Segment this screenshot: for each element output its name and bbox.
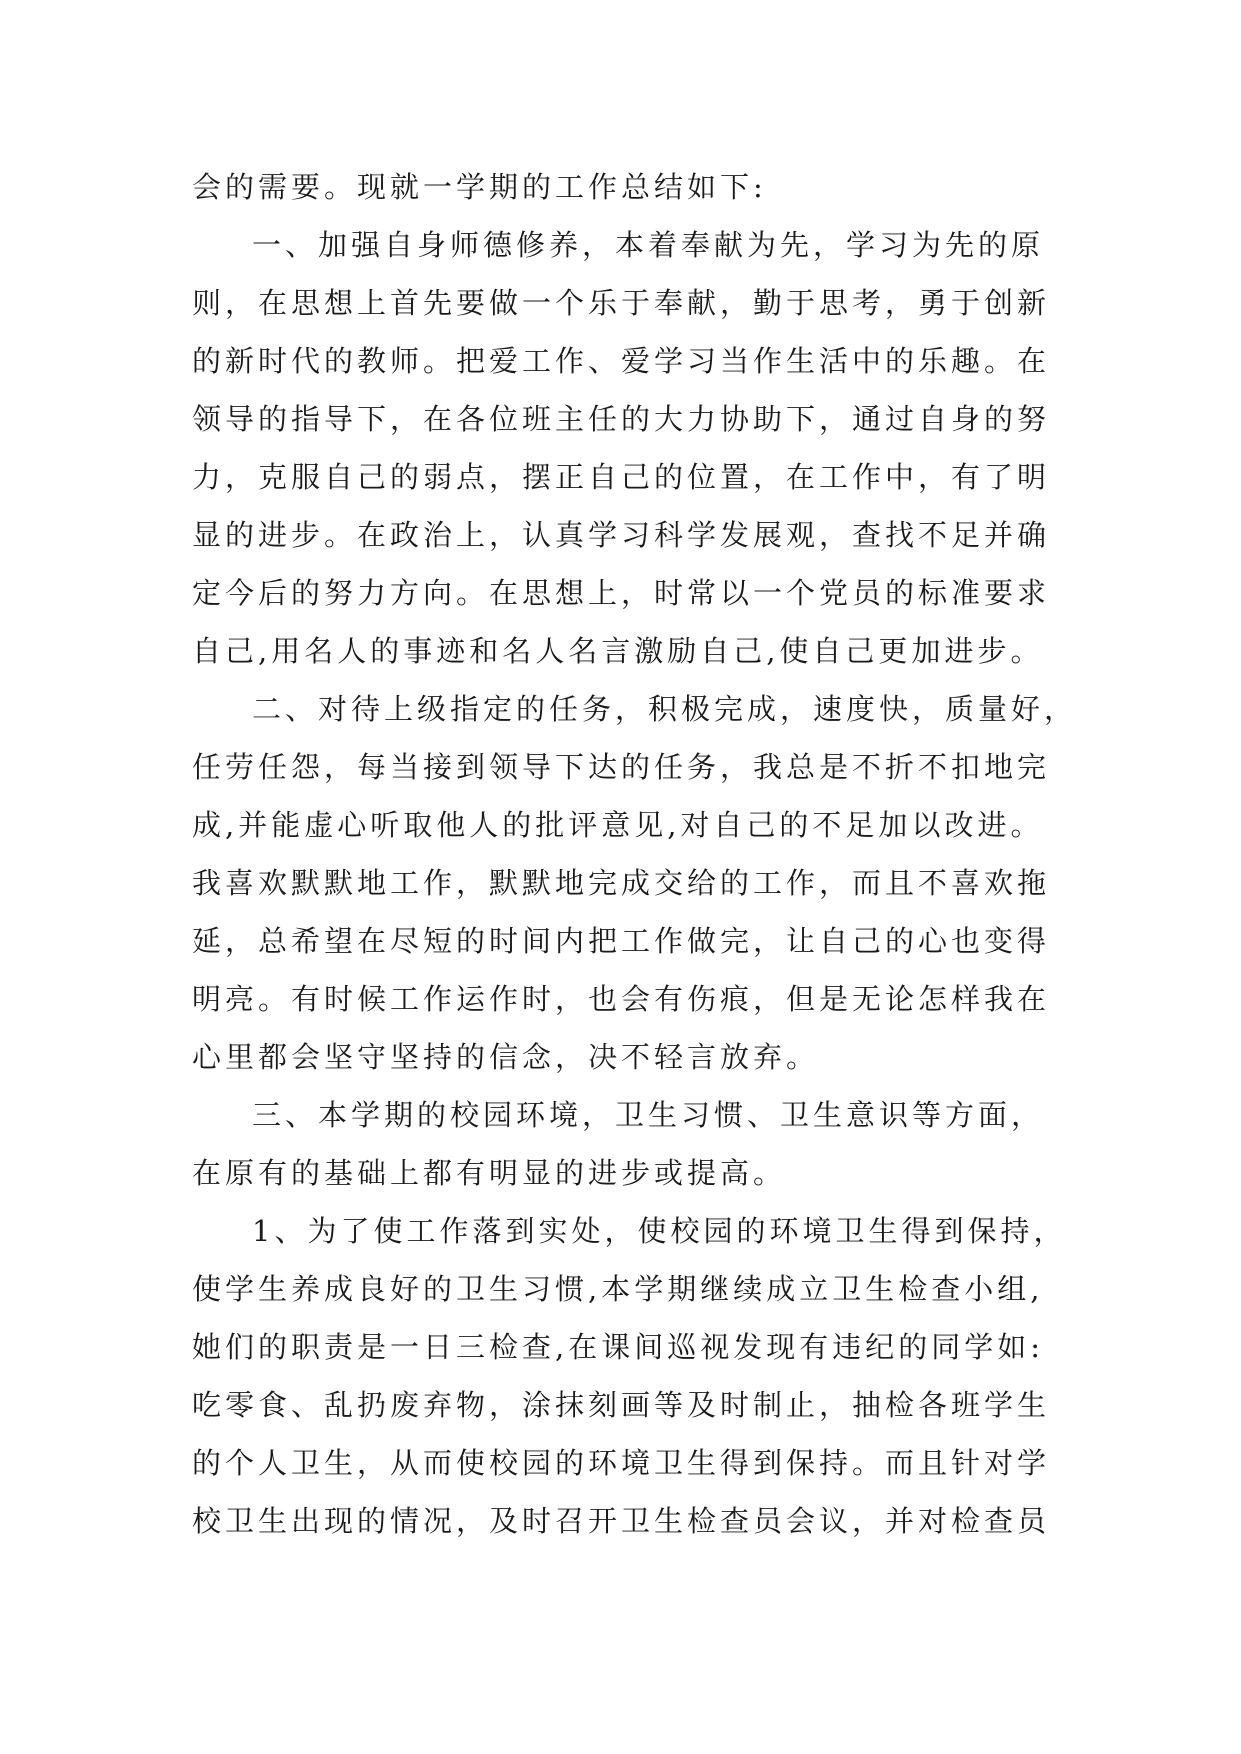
text-line: 的个人卫生，从而使校园的环境卫生得到保持。而且针对学 [192,1446,1051,1480]
text-line: 校卫生出现的情况，及时召开卫生检查员会议，并对检查员 [192,1504,1051,1538]
paragraph-start-line: 1、为了使工作落到实处，使校园的环境卫生得到保持， [252,1214,1067,1248]
text-line: 吃零食、乱扔废弃物，涂抹刻画等及时制止，抽检各班学生 [192,1388,1051,1422]
text-line: 在原有的基础上都有明显的进步或提高。 [192,1156,787,1190]
paragraph-start-line: 一、加强自身师德修养，本着奉献为先，学习为先的原 [252,228,1045,262]
text-line: 显的进步。在政治上，认真学习科学发展观，查找不足并确 [192,518,1051,552]
text-line: 我喜欢默默地工作，默默地完成交给的工作，而且不喜欢拖 [192,866,1051,900]
text-line: 使学生养成良好的卫生习惯,本学期继续成立卫生检查小组, [192,1272,1044,1306]
text-line: 延，总希望在尽短的时间内把工作做完，让自己的心也变得 [192,924,1051,958]
text-line: 她们的职责是一日三检查,在课间巡视发现有违纪的同学如: [192,1330,1044,1364]
document-body [192,158,1092,1550]
text-line: 则，在思想上首先要做一个乐于奉献，勤于思考，勇于创新 [192,286,1051,320]
text-line: 明亮。有时候工作运作时，也会有伤痕，但是无论怎样我在 [192,982,1051,1016]
text-line: 的新时代的教师。把爱工作、爱学习当作生活中的乐趣。在 [192,344,1051,378]
text-line: 心里都会坚守坚持的信念，决不轻言放弃。 [192,1040,820,1074]
text-line: 自己,用名人的事迹和名人名言激励自己,使自己更加进步。 [192,634,1044,668]
paragraph-start-line: 二、对待上级指定的任务，积极完成，速度快，质量好， [252,692,1078,726]
text-line: 领导的指导下，在各位班主任的大力协助下，通过自身的努 [192,402,1051,436]
text-line: 会的需要。现就一学期的工作总结如下: [192,170,767,204]
paragraph-start-line: 三、本学期的校园环境，卫生习惯、卫生意识等方面， [252,1098,1045,1132]
text-line: 成,并能虚心听取他人的批评意见,对自己的不足加以改进。 [192,808,1044,842]
text-line: 任劳任怨，每当接到领导下达的任务，我总是不折不扣地完 [192,750,1051,784]
text-line: 定今后的努力方向。在思想上，时常以一个党员的标准要求 [192,576,1051,610]
text-line: 力，克服自己的弱点，摆正自己的位置，在工作中，有了明 [192,460,1051,494]
